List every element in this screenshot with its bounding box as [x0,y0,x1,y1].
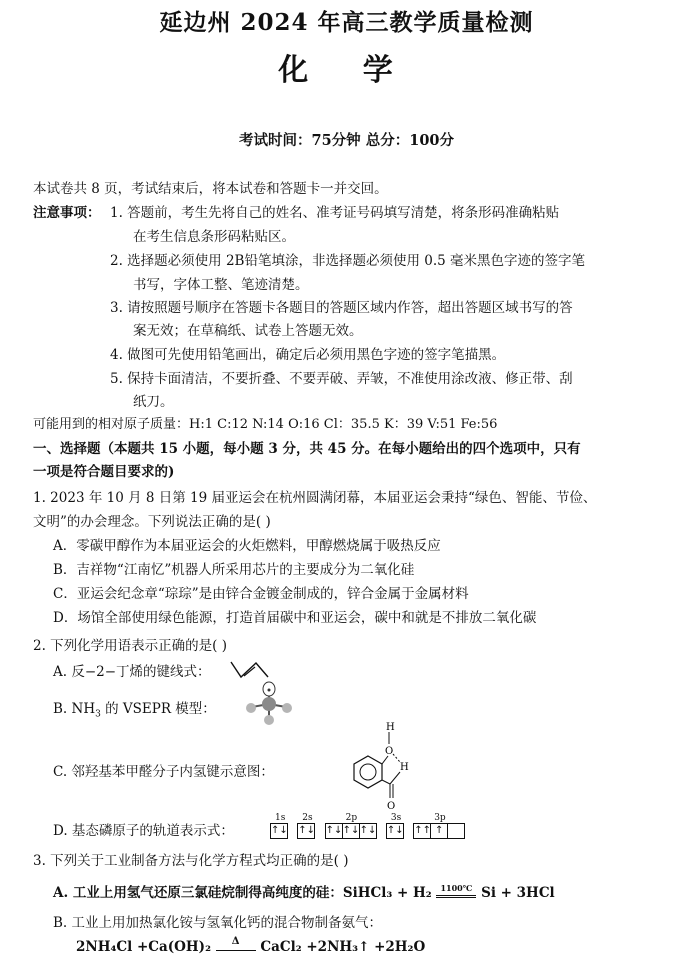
orbital-label: 1s [275,813,286,823]
section-heading-cont: 一项是符合题目要求的) [33,464,175,480]
orbital-box: ↑↓ [386,823,404,839]
reaction-arrow [436,883,476,898]
atomic-masses: 可能用到的相对原子质量：H:1 C:12 N:14 O:16 Cl：35.5 K：39 V:51 Fe:56 [33,417,498,432]
q2-option-b [53,700,216,724]
q1-option-a: A．零碳甲醇作为本届亚运会的火炬燃料，甲醇燃烧属于吸热反应 [53,538,441,554]
section-heading: 一、选择题（本题共 15 小题，每小题 3 分，共 45 分。在每小题给出的四个选项中，只有 [33,441,581,457]
orbital-box: ↑↓ [342,823,360,839]
orbital-box: ↑ [430,823,448,839]
notice-item: 案无效；在草稿纸、试卷上答题无效。 [133,323,363,339]
orbital-box: ↑↑ [413,823,431,839]
orbital-1s [271,813,288,839]
notice-item: 4. 做图可先使用铅笔画出，确定后必须用黑色字迹的签字笔描黑。 [110,347,506,363]
orbital-label: 3s [390,813,402,823]
q3-stem: 3. 下列关于工业制备方法与化学方程式均正确的是( ) [33,853,349,869]
orbital-3s [386,813,404,839]
orbital-box: ↑↓ [325,823,343,839]
subject-title: 化 学 [278,53,415,88]
q3-option-b: B. 工业上用加热氯化铵与氢氧化钙的混合物制备氨气： [53,915,383,931]
orbital-label: 2s [302,813,313,823]
q3-b-equation [76,938,425,956]
page-title: 延边州 2024 年高三教学质量检测 [159,9,534,36]
orbital-box [447,823,465,839]
orbital-label: 2p [345,813,358,823]
salicylaldehyde-hbond-structure [338,718,418,812]
phosphorus-orbital-diagram [271,813,471,839]
q3-b-reactants: 2NH₄Cl +Ca(OH)₂ [76,939,211,955]
exam-info: 考试时间：75分钟 总分：100分 [239,132,454,149]
notice-item: 2. 选择题必须使用 2B铅笔填涂，非选择题必须使用 0.5 毫米黑色字迹的签字笔 [110,253,586,269]
orbital-box: ↑↓ [270,823,288,839]
q2-b-suffix: 的 VSEPR 模型： [100,701,216,717]
reaction-condition: Δ [231,936,240,947]
q1-stem-cont: 文明”的办会理念。下列说法正确的是( ) [33,514,271,530]
atom-label: O [387,801,396,812]
notice-item: 在考生信息条形码粘贴区。 [133,229,295,245]
orbital-label: 3p [434,813,446,823]
q2-option-c: C. 邻羟基苯甲醛分子内氢键示意图： [53,764,274,780]
notice-item: 1. 答题前，考生先将自己的姓名、准考证号码填写清楚，将条形码准确粘贴 [110,205,560,221]
q1-stem: 1. 2023 年 10 月 8 日第 19 届亚运会在杭州圆满闭幕，本届亚运会秉持“绿色、智能、节俭、 [33,490,597,506]
reaction-arrow [216,936,256,951]
notice-item: 纸刀。 [133,394,174,410]
nh3-vsepr-model [242,680,298,726]
notice-item: 书写，字体工整、笔迹清楚。 [133,277,309,293]
orbital-box: ↑↓ [359,823,377,839]
orbital-2p [325,813,377,839]
atom-label: O [385,746,394,757]
notice-item: 3. 请按照题号顺序在答题卡各题目的答题区域内作答，超出答题区域书写的答 [110,300,573,316]
q2-stem: 2. 下列化学用语表示正确的是( ) [33,638,227,654]
notice-label: 注意事项： [33,205,101,221]
q1-option-b: B．吉祥物“江南忆”机器人所采用芯片的主要成分为二氧化硅 [53,562,415,578]
orbital-2s [298,813,316,839]
atom-label: H [386,722,395,733]
notice-item: 5. 保持卡面清洁，不要折叠、不要弄破、弄皱，不准使用涂改液、修正带、刮 [110,371,573,387]
orbital-box: ↑↓ [297,823,315,839]
atom-label: H [400,762,409,773]
q1-option-c: C．亚运会纪念章“琮琮”是由锌合金镀金制成的，锌合金属于金属材料 [53,586,469,602]
orbital-3p [414,813,465,839]
q1-option-d: D．场馆全部使用绿色能源，打造首届碳中和亚运会，碳中和就是不排放二氧化碳 [53,610,537,626]
q2-option-a: A. 反−2−丁烯的键线式： [53,664,211,680]
q2-b-prefix: B. NH [53,701,96,717]
q2-option-d: D. 基态磷原子的轨道表示式： [53,823,234,839]
notice-intro: 本试卷共 8 页，考试结束后，将本试卷和答题卡一并交回。 [33,181,388,197]
q3-a-text: A. 工业上用氢气还原三氯硅烷制得高纯度的硅：SiHCl₃ + H₂ [53,885,432,901]
reaction-condition: 1100℃ [440,883,473,893]
q3-b-products: CaCl₂ +2NH₃↑ +2H₂O [260,939,426,955]
q2-b-subscript: 3 [95,709,101,720]
q3-option-a [53,884,555,902]
q3-a-products: Si + 3HCl [481,885,555,901]
